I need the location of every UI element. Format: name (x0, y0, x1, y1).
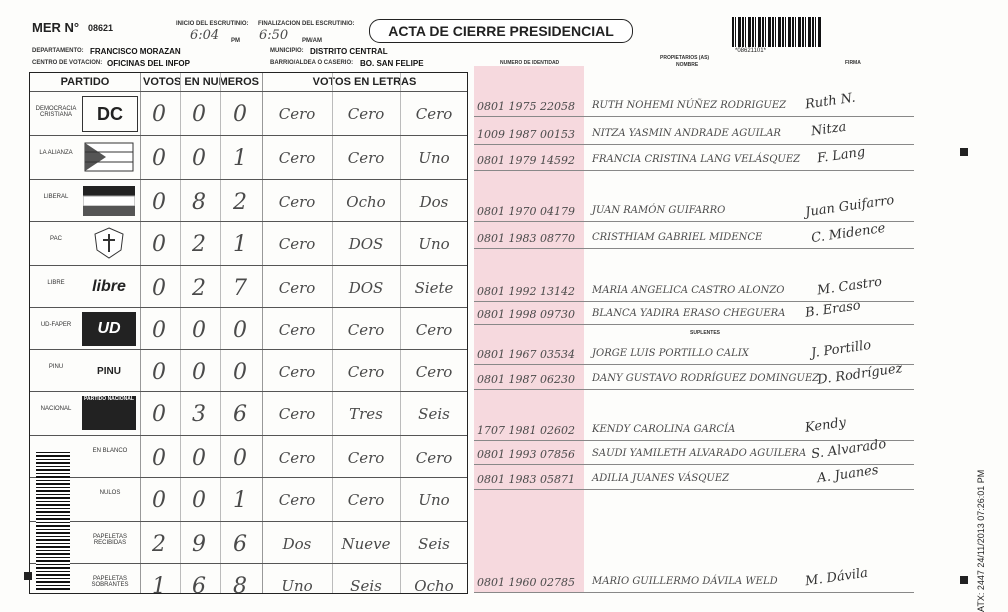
member-signature: Juan Guifarro (804, 192, 896, 221)
vote-word: Cero (278, 363, 316, 381)
vote-digit: 6 (233, 532, 247, 557)
vote-digit: 0 (152, 190, 166, 215)
vote-digit: 0 (192, 102, 206, 127)
numero-id-label: NUMERO DE IDENTIDAD (500, 60, 560, 66)
member-id: 0801 1975 22058 (477, 100, 575, 113)
vote-digit: 0 (192, 360, 206, 385)
vote-row (30, 391, 467, 434)
mer-number: 08621 (88, 23, 114, 33)
vote-word: Cero (347, 105, 385, 123)
vote-word: Ocho (414, 577, 454, 595)
vote-row (30, 135, 467, 178)
vote-word: DOS (348, 235, 384, 253)
vote-word: Siete (414, 279, 454, 297)
vote-digit: 0 (152, 146, 166, 171)
vote-digit: 9 (192, 532, 206, 557)
vote-word: Cero (278, 449, 316, 467)
member-id: 0801 1960 02785 (477, 576, 575, 589)
signature-line (474, 248, 914, 249)
member-signature: C. Midence (810, 220, 887, 247)
vote-digit: 0 (233, 446, 247, 471)
vote-word: Cero (278, 193, 316, 211)
member-name: ADILIA JUANES VÁSQUEZ (592, 473, 730, 484)
member-id: 0801 1983 05871 (477, 473, 575, 486)
vote-word: Cero (278, 321, 316, 339)
vote-word: Cero (347, 321, 385, 339)
vote-row (30, 435, 467, 478)
member-id: 0801 1992 13142 (477, 285, 575, 298)
firma-label: FIRMA (845, 60, 861, 66)
vote-word: Cero (278, 279, 316, 297)
nombre-label: NOMBRE (676, 62, 699, 68)
vote-word: Cero (278, 491, 316, 509)
vote-row (30, 265, 467, 308)
vote-digit: 0 (192, 318, 206, 343)
party-logo-icon (82, 226, 136, 260)
member-id: 1009 1987 00153 (477, 128, 575, 141)
vote-digit: 0 (192, 146, 206, 171)
vote-digit: 2 (192, 232, 206, 257)
vote-word: Cero (415, 321, 453, 339)
timestamp-stamp: ATX: 2447 24/11/2013 07:26:01 PM (976, 469, 986, 612)
member-signature: M. Dávila (804, 565, 869, 590)
member-name: SAUDI YAMILETH ALVARADO AGUILERA (592, 448, 807, 459)
side-barcode-icon (36, 450, 70, 590)
municipio-label: MUNICIPIO: (270, 48, 304, 54)
vote-row (30, 521, 467, 564)
registration-mark-icon (24, 572, 32, 580)
vote-digit: 6 (233, 402, 247, 427)
vote-word: Cero (278, 105, 316, 123)
signature-line (474, 324, 914, 325)
registration-mark-icon (960, 148, 968, 156)
vote-digit: 2 (192, 276, 206, 301)
member-name: FRANCIA CRISTINA LANG VELÁSQUEZ (592, 154, 801, 165)
vote-digit: 0 (233, 360, 247, 385)
vote-digit: 1 (233, 146, 247, 171)
propietarios-label: PROPIETARIOS (AS) (660, 55, 710, 61)
vote-row (30, 349, 467, 392)
member-name: KENDY CAROLINA GARCÍA (592, 424, 736, 435)
vote-word: Cero (278, 149, 316, 167)
member-name: RUTH NOHEMI NÚÑEZ RODRIGUEZ (592, 100, 787, 111)
member-name: CRISTHIAM GABRIEL MIDENCE (592, 232, 763, 243)
member-id: 0801 1987 06230 (477, 373, 575, 386)
party-name: LIBRE (47, 280, 65, 286)
vote-digit: 0 (152, 102, 166, 127)
vote-digit: 8 (192, 190, 206, 215)
member-id: 1707 1981 02602 (477, 424, 575, 437)
departamento-value: FRANCISCO MORAZAN (90, 47, 181, 56)
vote-digit: 0 (152, 232, 166, 257)
inicio-time: 6:04 (190, 28, 220, 43)
signature-line (474, 489, 914, 490)
member-name: MARIA ANGELICA CASTRO ALONZO (592, 285, 785, 296)
party-name: PINU (48, 364, 64, 370)
member-signature: F. Lang (816, 144, 867, 167)
party-name: DEMOCRACIA CRISTIANA (35, 106, 77, 118)
signature-line (474, 116, 914, 117)
member-signature: B. Eraso (804, 298, 862, 321)
vote-word: Cero (278, 235, 316, 253)
vote-row (30, 307, 467, 350)
member-signature: A. Juanes (816, 462, 880, 487)
vote-row (30, 221, 467, 264)
member-signature: S. Alvarado (810, 436, 888, 463)
member-signature: Ruth N. (804, 90, 857, 113)
barcode-icon (732, 17, 822, 47)
header-votos-numeros: VOTOS EN NUMEROS (143, 76, 259, 88)
vote-word: Cero (347, 149, 385, 167)
party-name: PAC (50, 236, 62, 242)
vote-digit: 0 (233, 102, 247, 127)
vote-word: Seis (350, 577, 382, 595)
vote-row (30, 91, 467, 134)
vote-row (30, 477, 467, 520)
vote-word: Uno (281, 577, 313, 595)
member-signature: M. Castro (816, 274, 883, 299)
vote-word: Cero (415, 105, 453, 123)
party-logo-icon: libre (92, 278, 126, 295)
member-id: 0801 1967 03534 (477, 348, 575, 361)
member-signature: Kendy (804, 415, 847, 436)
vote-word: Uno (418, 491, 450, 509)
vote-digit: 1 (233, 488, 247, 513)
party-name: LA ALIANZA (39, 150, 73, 156)
party-logo-icon (82, 140, 136, 174)
vote-digit: 0 (152, 402, 166, 427)
signature-line (474, 144, 914, 145)
member-name: JORGE LUIS PORTILLO CALIX (592, 348, 749, 359)
party-name: UD-FAPER (40, 322, 72, 328)
member-name: JUAN RAMÓN GUIFARRO (592, 205, 726, 216)
signature-line (474, 221, 914, 222)
member-name: DANY GUSTAVO RODRÍGUEZ DOMINGUEZ (592, 373, 820, 384)
vote-row (30, 179, 467, 222)
header-votos-letras: VOTOS EN LETRAS (312, 76, 417, 88)
vote-word: Cero (347, 491, 385, 509)
barrio-value: BO. SAN FELIPE (360, 59, 424, 68)
vote-word: Dos (419, 193, 449, 211)
vote-word: Cero (347, 363, 385, 381)
vote-digit: 1 (233, 232, 247, 257)
member-name: MARIO GUILLERMO DÁVILA WELD (592, 576, 778, 587)
vote-row (30, 563, 467, 606)
vote-word: Seis (418, 535, 450, 553)
party-name: NACIONAL (40, 406, 72, 412)
vote-digit: 0 (152, 360, 166, 385)
party-logo-icon: PARTIDO NACIONAL (82, 396, 136, 430)
vote-digit: 0 (152, 446, 166, 471)
municipio-value: DISTRITO CENTRAL (310, 47, 388, 56)
party-logo-icon: UD (82, 312, 136, 346)
vote-digit: 2 (152, 532, 166, 557)
member-id: 0801 1983 08770 (477, 232, 575, 245)
centro-value: OFICINAS DEL INFOP (107, 59, 190, 68)
member-id: 0801 1970 04179 (477, 205, 575, 218)
vote-word: Cero (415, 449, 453, 467)
party-logo-icon (82, 184, 136, 218)
document-title: ACTA DE CIERRE PRESIDENCIAL (369, 19, 633, 43)
inicio-unit: PM (231, 38, 240, 44)
member-signature: D. Rodríguez (816, 361, 904, 388)
vote-word: Ocho (346, 193, 386, 211)
party-name: EN BLANCO (92, 448, 128, 454)
registration-mark-icon (960, 576, 968, 584)
vote-digit: 6 (192, 574, 206, 599)
vote-word: Cero (278, 405, 316, 423)
vote-digit: 8 (233, 574, 247, 599)
vote-word: Seis (418, 405, 450, 423)
final-time: 6:50 (259, 28, 289, 43)
signature-line (474, 464, 914, 465)
member-id: 0801 1993 07856 (477, 448, 575, 461)
member-signature: Nitza (810, 119, 848, 140)
inicio-label: INICIO DEL ESCRUTINIO: (176, 21, 249, 27)
vote-digit: 0 (233, 318, 247, 343)
vote-word: Tres (349, 405, 383, 423)
vote-word: DOS (348, 279, 384, 297)
signature-line (474, 592, 914, 593)
vote-table (29, 72, 468, 599)
centro-label: CENTRO DE VOTACION: (32, 60, 103, 66)
signature-line (474, 440, 914, 441)
signature-line (474, 389, 914, 390)
departamento-label: DEPARTAMENTO: (32, 48, 84, 54)
barcode-text: *08621101* (735, 48, 766, 54)
party-name: PAPELETAS RECIBIDAS (92, 534, 128, 546)
party-logo-icon: PINU (97, 365, 121, 377)
header-partido: PARTIDO (60, 76, 110, 88)
signature-line (474, 364, 914, 365)
vote-digit: 3 (192, 402, 206, 427)
barrio-label: BARRIO/ALDEA O CASERIO: (270, 60, 354, 66)
signature-line (474, 170, 914, 171)
member-name: NITZA YASMIN ANDRADE AGUILAR (592, 128, 781, 139)
vote-word: Cero (347, 449, 385, 467)
member-id: 0801 1979 14592 (477, 154, 575, 167)
vote-digit: 0 (152, 488, 166, 513)
vote-digit: 0 (192, 446, 206, 471)
member-signature: J. Portillo (810, 337, 873, 362)
vote-digit: 0 (192, 488, 206, 513)
vote-word: Nueve (341, 535, 391, 553)
member-id: 0801 1998 09730 (477, 308, 575, 321)
vote-word: Dos (282, 535, 312, 553)
vote-digit: 7 (233, 276, 247, 301)
party-name: NULOS (99, 490, 121, 496)
party-name: PAPELETAS SOBRANTES (91, 576, 129, 588)
vote-word: Uno (418, 235, 450, 253)
party-name: LIBERAL (43, 194, 69, 200)
vote-word: Cero (415, 363, 453, 381)
mer-label: MER N° (32, 20, 80, 35)
member-name: BLANCA YADIRA ERASO CHEGUERA (592, 308, 786, 319)
vote-digit: 1 (152, 574, 166, 599)
vote-word: Uno (418, 149, 450, 167)
suplentes-label: SUPLENTES (690, 330, 721, 336)
final-label: FINALIZACION DEL ESCRUTINIO: (258, 21, 355, 27)
party-logo-icon: DC (82, 96, 138, 132)
vote-digit: 0 (152, 318, 166, 343)
vote-digit: 0 (152, 276, 166, 301)
final-unit: PM/AM (302, 38, 322, 44)
vote-digit: 2 (233, 190, 247, 215)
